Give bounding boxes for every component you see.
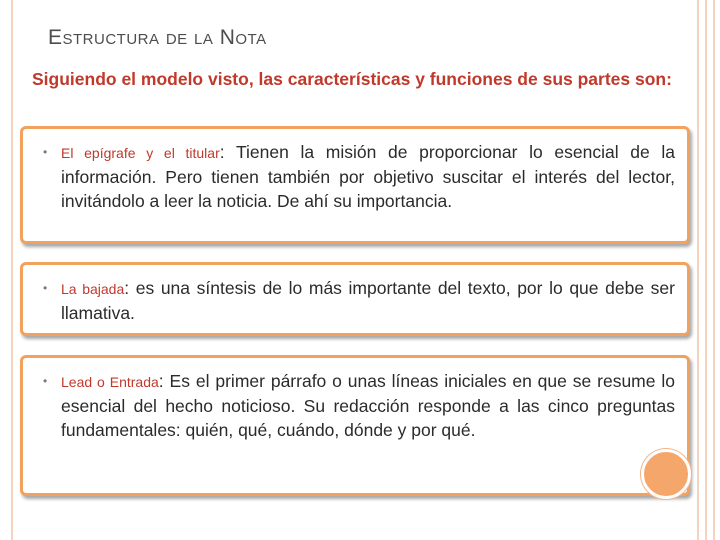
item-term: Lead o Entrada	[61, 374, 159, 390]
right-decorative-rule	[705, 0, 707, 540]
slide-intro: Siguiendo el modelo visto, las características y funciones de sus partes son:	[32, 69, 672, 89]
list-item	[37, 276, 675, 325]
item-text: Es el primer párrafo o unas líneas iniciales en que se resume lo esencial del hecho noticioso. Su redacción responde a las cinco preguntas fundamentales: quién, qué, cuándo, dónde y por qué.	[61, 371, 675, 440]
list-item	[37, 140, 675, 213]
content-box-epigrafe	[20, 126, 690, 244]
list-item	[37, 369, 675, 442]
item-text: es una síntesis de lo más importante del texto, por lo que debe ser llamativa.	[61, 278, 675, 323]
content-box-bajada	[20, 262, 690, 336]
item-separator: :	[219, 142, 225, 162]
left-decorative-rule	[11, 0, 13, 540]
slide-title: Estructura de la Nota	[48, 26, 267, 49]
right-decorative-rule	[697, 0, 699, 540]
bullet-icon: •	[43, 374, 48, 388]
bullet-icon: •	[43, 281, 48, 295]
decorative-circle-icon	[641, 449, 691, 499]
bullet-icon: •	[43, 145, 48, 159]
right-decorative-rule	[713, 0, 715, 540]
item-separator: :	[124, 278, 130, 298]
item-term: La bajada	[61, 281, 125, 297]
item-text: Tienen la misión de proporcionar lo esencial de la información. Pero tienen también por objetivo suscitar el interés del lector, invitándolo a leer la noticia. De ahí su importancia.	[61, 142, 676, 211]
item-separator: :	[158, 371, 164, 391]
item-term: El epígrafe y el titular	[61, 145, 220, 161]
content-box-lead	[20, 355, 690, 496]
